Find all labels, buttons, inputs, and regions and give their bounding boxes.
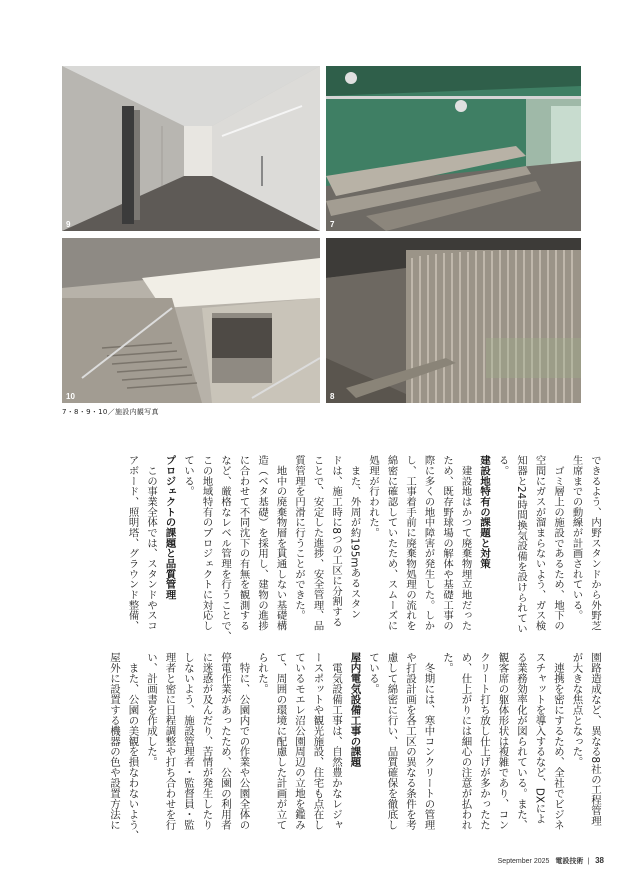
paragraph: ているモエレ沼公園周辺の立地を鑑み bbox=[293, 652, 305, 830]
paragraph: 質管理を円滑に行うことができた。 bbox=[293, 455, 305, 621]
paragraph: 建設地はかつて廃棄物埋立地だった bbox=[459, 455, 472, 631]
paragraph: クリート打ち放し仕上げが多かったた bbox=[478, 652, 490, 830]
paragraph: この地域特有のプロジェクトに対応し bbox=[200, 455, 213, 631]
paragraph: ことで、安定した進捗、安全管理、品 bbox=[311, 455, 324, 631]
paragraph: し、工事着手前に廃棄物処理の流れを bbox=[404, 455, 416, 631]
paragraph: 知器と24時間換気設備を設けられてい bbox=[515, 455, 527, 634]
section-heading: 屋内電気設備工事の課題 bbox=[348, 652, 361, 767]
photo-number: 9 bbox=[66, 220, 71, 229]
paragraph: 理者と密に日程調整や打ち合わせを行 bbox=[163, 652, 176, 830]
photo-caption: 7・8・9・10／施設内観写真 bbox=[62, 408, 159, 416]
paragraph: られた。 bbox=[256, 652, 268, 694]
paragraph: が大きな焦点となった。 bbox=[570, 652, 583, 767]
paragraph: 造（ベタ基礎）を採用し、建物の進捗 bbox=[256, 455, 268, 631]
photo-number: 8 bbox=[330, 392, 335, 401]
paragraph: ている。 bbox=[182, 455, 194, 497]
photo-louver-facade bbox=[326, 238, 581, 403]
paragraph: また、公園の美観を損なわないよう、 bbox=[126, 652, 139, 841]
paragraph: に迷惑が及んだり、苦情が発生したり bbox=[200, 652, 213, 830]
paragraph: ている。 bbox=[367, 652, 379, 694]
photo-number: 10 bbox=[66, 392, 75, 401]
paragraph: 際に多くの地中障害が発生した。しか bbox=[422, 455, 435, 631]
paragraph: た。 bbox=[441, 652, 453, 673]
paragraph: 慮して綿密に行い、品質確保を徹底し bbox=[385, 652, 398, 830]
paragraph: ゴミ層上の施設であるため、地下の bbox=[552, 455, 564, 631]
paragraph: 特に、公園内での作業や公園全体の bbox=[237, 652, 250, 830]
text-block-upper-right bbox=[123, 455, 604, 642]
paragraph: め、仕上がりには細心の注意が払われ bbox=[459, 652, 472, 830]
photo-corridor bbox=[62, 66, 320, 231]
section-heading: 建設地特有の課題と対策 bbox=[478, 455, 490, 569]
paragraph: い、計画書を作成した。 bbox=[145, 652, 157, 767]
paragraph: 処理が行われた。 bbox=[367, 455, 379, 538]
paragraph: 連携を密にするため、全社でビジネ bbox=[552, 652, 564, 830]
paragraph: できるよう、内野スタンドから外野芝 bbox=[589, 455, 601, 631]
paragraph: 冬期には、寒中コンクリートの管理 bbox=[422, 652, 435, 830]
issue-date: September 2025 bbox=[497, 858, 550, 865]
photo-dugout bbox=[326, 66, 581, 231]
paragraph: ため、既存野球場の解体や基礎工事の bbox=[441, 455, 453, 631]
text-block-lower-right bbox=[105, 652, 605, 841]
paragraph: 園路造成など、異なる8社の工程管理 bbox=[589, 652, 601, 826]
section-heading: プロジェクトの課題と品質管理 bbox=[163, 455, 176, 600]
paragraph: 生席までの動線が計画されている。 bbox=[570, 455, 583, 621]
paragraph: ドは、施工時に8つの工区に分割する bbox=[330, 455, 342, 628]
paragraph: る。 bbox=[496, 455, 509, 476]
paragraph: や打設計画を各工区の異なる条件を考 bbox=[404, 652, 416, 830]
paragraph: 地中の廃棄物層を貫通しない基礎構 bbox=[274, 455, 287, 631]
paragraph: ースポットや観光施設、住宅も点在し bbox=[311, 652, 324, 830]
paragraph: アボード、照明塔、グラウンド整備、 bbox=[126, 455, 139, 631]
paragraph: る業務効率化が図られている。また、 bbox=[515, 652, 527, 830]
paragraph: 空間にガスが溜まらないよう、ガス検 bbox=[533, 455, 546, 631]
photo-number: 7 bbox=[330, 220, 335, 229]
paragraph: 綿密に確認していたため、スムーズに bbox=[385, 455, 398, 631]
paragraph: しないよう、施設管理者・監督員・監 bbox=[182, 652, 194, 830]
paragraph: て、周囲の環境に配慮した計画が立て bbox=[274, 652, 287, 830]
paragraph: スチャットを導入するなど、DXによ bbox=[533, 652, 546, 824]
photo-stairs bbox=[62, 238, 320, 403]
publication-name: 電設技術 bbox=[555, 858, 584, 865]
paragraph: など、厳格なレベル管理を行うことで、 bbox=[219, 455, 231, 642]
paragraph: この事業全体では、スタンドやスコ bbox=[145, 455, 157, 631]
page-footer: September 2025 電設技術 | 38 bbox=[497, 856, 604, 865]
paragraph: 屋外に設置する機器の色や設置方法に bbox=[108, 652, 120, 830]
paragraph: 観客席の躯体形状は複雑であり、コン bbox=[496, 652, 509, 830]
paragraph: 停電作業があったため、公園の利用者 bbox=[219, 652, 231, 830]
paragraph: 電気設備工事は、自然豊かなレジャ bbox=[330, 652, 342, 830]
paragraph: また、外周が約195mあるスタン bbox=[348, 455, 361, 620]
paragraph: に合わせて不同沈下の有無を観測する bbox=[237, 455, 250, 631]
page-number: 38 bbox=[595, 856, 604, 865]
